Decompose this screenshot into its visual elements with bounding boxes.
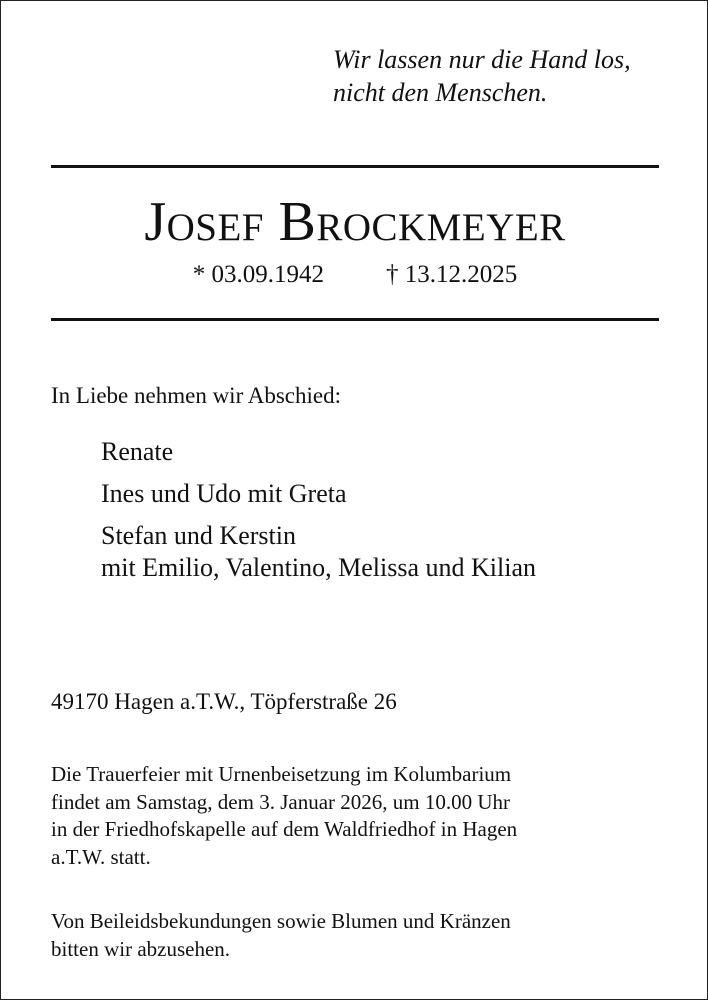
farewell-intro: In Liebe nehmen wir Abschied: <box>51 383 341 408</box>
closing-line: Von Beileidsbekundungen sowie Blumen und Kränzen <box>51 909 511 933</box>
service-line: in der Friedhofskapelle auf dem Waldfriedhof in Hagen <box>51 817 518 841</box>
mourner-group <box>101 520 536 584</box>
service-line: Die Trauerfeier mit Urnenbeisetzung im Kolumbarium <box>51 762 512 786</box>
motto-line: nicht den Menschen. <box>333 78 548 107</box>
death-date: † 13.12.2025 <box>386 261 518 288</box>
birth-date: * 03.09.1942 <box>192 261 324 288</box>
funeral-service-notice <box>51 761 517 871</box>
family-address: 49170 Hagen a.T.W., Töpferstraße 26 <box>51 689 397 714</box>
bottom-divider <box>51 318 659 321</box>
mourner-group <box>101 436 536 468</box>
top-divider <box>51 165 659 168</box>
mourners-list <box>101 436 536 594</box>
deceased-name: Josef Brockmeyer <box>144 191 566 253</box>
life-dates <box>51 259 659 291</box>
closing-line: bitten wir abzusehen. <box>51 936 231 961</box>
mourner-line: Ines und Udo mit Greta <box>101 479 347 508</box>
service-line: findet am Samstag, dem 3. Januar 2026, um 10.00 Uhr <box>51 789 511 814</box>
mourner-group <box>101 478 536 510</box>
service-line: a.T.W. statt. <box>51 844 151 869</box>
motto-line: Wir lassen nur die Hand los, <box>333 45 631 74</box>
mourner-line: Stefan und Kerstin <box>101 521 296 550</box>
condolence-request <box>51 908 511 963</box>
mourner-line: mit Emilio, Valentino, Melissa und Kilian <box>101 553 536 582</box>
mourner-line: Renate <box>101 437 174 466</box>
motto-quote <box>333 43 631 109</box>
